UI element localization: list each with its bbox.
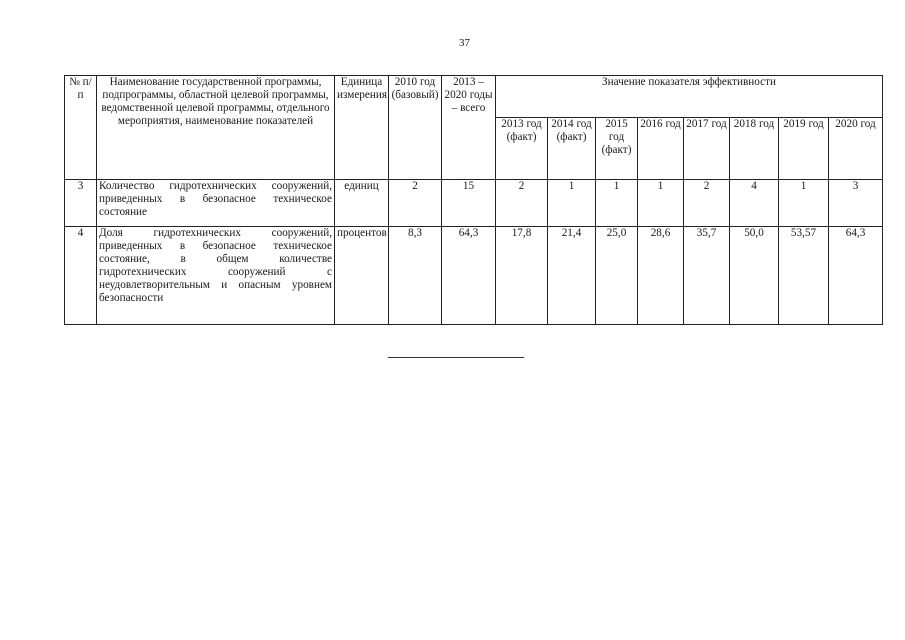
header-efficiency-group: Значение показателя эффективности [496, 76, 883, 118]
header-year: 2019 год [779, 118, 829, 180]
row-unit: единиц [335, 180, 389, 227]
table-row [65, 180, 883, 227]
row-name: Доля гидротехнических сооружений, приведенных в безопасное техническое состояние, в общем количестве гидротехнических сооружений с неудовлетворительным и опасным уровнем безопасности [97, 227, 335, 325]
row-value: 35,7 [684, 227, 730, 325]
header-name: Наименование государственной программы, подпрограммы, областной целевой программы, ведомственной целевой программы, отдельного мероприятия, наименование показателей [97, 76, 335, 180]
row-value: 1 [638, 180, 684, 227]
header-year: 2020 год [829, 118, 883, 180]
row-value: 1 [548, 180, 596, 227]
row-value: 17,8 [496, 227, 548, 325]
end-divider-line [388, 357, 524, 358]
page-number: 37 [459, 37, 470, 49]
row-base: 8,3 [389, 227, 442, 325]
row-value: 28,6 [638, 227, 684, 325]
row-value: 1 [779, 180, 829, 227]
table-row [65, 227, 883, 325]
row-unit: процентов [335, 227, 389, 325]
row-value: 3 [829, 180, 883, 227]
row-total: 15 [442, 180, 496, 227]
row-value: 64,3 [829, 227, 883, 325]
row-value: 2 [496, 180, 548, 227]
header-num: № п/п [65, 76, 97, 180]
header-year: 2017 год [684, 118, 730, 180]
header-unit: Единица измерения [335, 76, 389, 180]
row-value: 1 [596, 180, 638, 227]
row-value: 4 [730, 180, 779, 227]
header-total: 2013 – 2020 годы – всего [442, 76, 496, 180]
header-year: 2015 год (факт) [596, 118, 638, 180]
row-num: 4 [65, 227, 97, 325]
row-total: 64,3 [442, 227, 496, 325]
header-year: 2014 год (факт) [548, 118, 596, 180]
row-name: Количество гидротехнических сооружений, приведенных в безопасное техническое состояние [97, 180, 335, 227]
row-value: 53,57 [779, 227, 829, 325]
header-year: 2013 год (факт) [496, 118, 548, 180]
row-value: 50,0 [730, 227, 779, 325]
header-base: 2010 год (базовый) [389, 76, 442, 180]
header-year: 2018 год [730, 118, 779, 180]
row-value: 2 [684, 180, 730, 227]
row-value: 25,0 [596, 227, 638, 325]
row-value: 21,4 [548, 227, 596, 325]
efficiency-indicators-table [64, 75, 883, 325]
header-row-top [65, 76, 883, 118]
row-num: 3 [65, 180, 97, 227]
header-year: 2016 год [638, 118, 684, 180]
row-base: 2 [389, 180, 442, 227]
